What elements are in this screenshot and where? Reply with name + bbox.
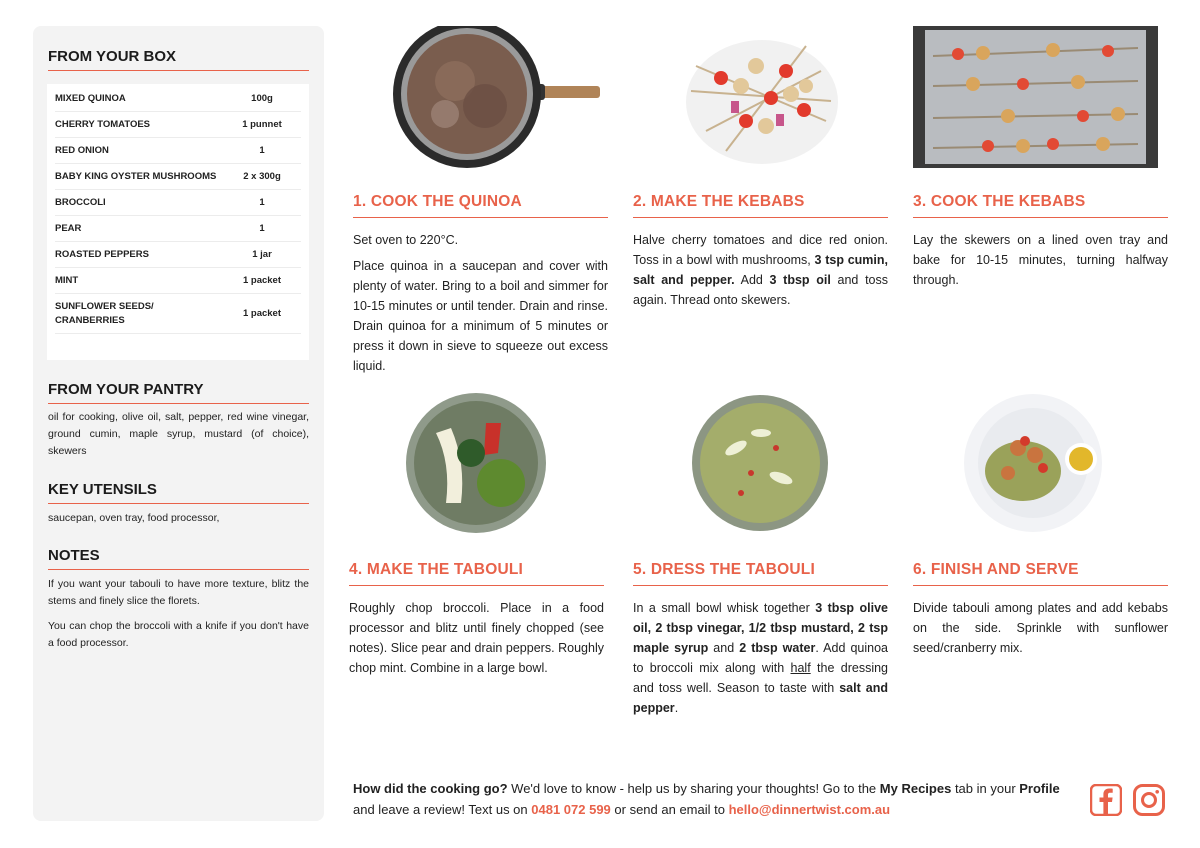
text-run: Profile — [1019, 781, 1060, 796]
step-title: 3. COOK THE KEBABS — [913, 193, 1168, 218]
text-run: In a small bowl whisk together — [633, 601, 816, 615]
finished-dish-photo — [963, 393, 1103, 533]
ingredient-name: RED ONION — [55, 144, 109, 156]
step-paragraph — [633, 230, 888, 310]
text-run: Add — [734, 273, 770, 287]
step-body — [353, 230, 608, 376]
step-3 — [913, 193, 1168, 296]
text-run: Roughly chop broccoli. Place in a food processor and blitz until finely chopped (see notes). Slice pear and drain peppers. Roughly chop mint. Combine in a large bowl. — [349, 601, 604, 675]
ingredient-row — [55, 216, 301, 242]
note-1: If you want your tabouli to have more texture, blitz the stems and finely slice the florets. — [48, 578, 309, 607]
text-run: Divide tabouli among plates and add kebabs on the side. Sprinkle with sunflower seed/cranberry mix. — [913, 601, 1168, 655]
quinoa-sieve-photo — [385, 26, 600, 168]
step-body — [633, 598, 888, 718]
pantry-list: oil for cooking, olive oil, salt, pepper, red wine vinegar, ground cumin, maple syrup, mustard (of choice), skewers — [48, 411, 309, 457]
from-your-pantry-heading: FROM YOUR PANTRY — [48, 381, 309, 404]
text-run: . Add quinoa to broccoli mix along with — [633, 641, 889, 675]
from-your-box-heading: FROM YOUR BOX — [48, 48, 309, 71]
text-run: tab in your — [951, 781, 1020, 796]
text-run: Set oven to 220°C. — [353, 233, 459, 247]
step-title: 6. FINISH AND SERVE — [913, 561, 1168, 586]
text-run: salt and pepper — [633, 681, 888, 715]
step-body — [913, 230, 1168, 290]
utensils-list: saucepan, oven tray, food processor, — [48, 512, 220, 524]
text-run: We'd love to know - help us by sharing your thoughts! Go to the — [507, 781, 880, 796]
utensils-text — [48, 510, 309, 535]
ingredient-qty: 1 punnet — [242, 119, 282, 130]
ingredient-name: PEAR — [55, 222, 82, 234]
ingredient-qty: 100g — [251, 93, 273, 104]
text-run: Place quinoa in a saucepan and cover with plenty of water. Bring to a boil and simmer for 10-15 minutes or until tender. Drain and rinse. Drain quinoa for a minimum of 5 minutes or press it down in sieve to squeeze out excess liquid. — [353, 259, 608, 373]
instagram-icon[interactable] — [1133, 784, 1167, 818]
text-run: 3 tbsp olive oil, 2 tbsp vinegar, 1/2 tbsp mustard, 2 tsp maple syrup — [633, 601, 888, 655]
ingredient-qty: 1 — [259, 223, 265, 234]
text-run: Lay the skewers on a lined oven tray and bake for 10-15 minutes, turning halfway through. — [913, 233, 1168, 287]
text-run: the dressing and toss well. Season to taste with — [633, 661, 888, 695]
baked-kebabs-photo — [913, 26, 1158, 168]
step-paragraph — [353, 230, 608, 250]
ingredient-row — [55, 268, 301, 294]
ingredient-row — [55, 190, 301, 216]
tabouli-ingredients-photo — [406, 393, 546, 533]
text-run: 3 tbsp oil — [769, 273, 831, 287]
step-title: 1. COOK THE QUINOA — [353, 193, 608, 218]
ingredient-row — [55, 294, 301, 334]
ingredient-qty: 1 packet — [242, 275, 282, 286]
step-5 — [633, 561, 888, 724]
text-run: 3 tsp cumin, salt and pepper. — [633, 253, 888, 287]
ingredient-row — [55, 242, 301, 268]
step-4 — [349, 561, 604, 684]
ingredient-name: ROASTED PEPPERS — [55, 248, 149, 260]
step-paragraph — [913, 230, 1168, 290]
step-paragraph — [353, 256, 608, 376]
raw-kebabs-photo — [676, 26, 848, 168]
text-run: or send an email to — [610, 802, 729, 817]
ingredient-row — [55, 86, 301, 112]
step-title: 4. MAKE THE TABOULI — [349, 561, 604, 586]
contact-link[interactable]: hello@dinnertwist.com.au — [728, 802, 891, 817]
step-title: 2. MAKE THE KEBABS — [633, 193, 888, 218]
key-utensils-heading: KEY UTENSILS — [48, 481, 309, 504]
ingredient-name: CHERRY TOMATOES — [55, 118, 151, 130]
ingredient-name: BABY KING OYSTER MUSHROOMS — [55, 170, 217, 182]
text-run: and leave a review! Text us on — [353, 802, 532, 817]
text-run: . — [674, 701, 679, 715]
text-run: and toss again. Thread onto skewers. — [633, 273, 888, 307]
text-run: and — [708, 641, 740, 655]
text-run: half — [790, 661, 811, 675]
step-body — [913, 598, 1168, 658]
step-paragraph — [633, 598, 888, 718]
text-run: How did the cooking go? — [353, 781, 508, 796]
dressed-tabouli-photo — [691, 393, 829, 533]
note-2: You can chop the broccoli with a knife if you don't have a food processor. — [48, 620, 309, 649]
step-2 — [633, 193, 888, 316]
notes-text — [48, 576, 309, 660]
step-1 — [353, 193, 608, 382]
contact-link[interactable]: 0481 072 599 — [531, 802, 611, 817]
notes-heading: NOTES — [48, 547, 309, 570]
pantry-text — [48, 409, 309, 468]
ingredient-qty: 1 — [259, 145, 265, 156]
box-ingredients-table — [47, 84, 309, 360]
facebook-icon[interactable] — [1090, 784, 1124, 818]
ingredient-qty: 1 packet — [242, 308, 282, 319]
step-title: 5. DRESS THE TABOULI — [633, 561, 888, 586]
step-paragraph — [913, 598, 1168, 658]
text-run: My Recipes — [879, 781, 952, 796]
ingredient-row — [55, 138, 301, 164]
ingredient-name: SUNFLOWER SEEDS/ CRANBERRIES — [55, 300, 154, 326]
step-body — [349, 598, 604, 678]
ingredient-qty: 1 — [259, 197, 265, 208]
ingredient-row — [55, 112, 301, 138]
step-paragraph — [349, 598, 604, 678]
step-body — [633, 230, 888, 310]
ingredient-name: MIXED QUINOA — [55, 92, 126, 104]
ingredient-name: BROCCOLI — [55, 196, 106, 208]
step-6 — [913, 561, 1168, 664]
ingredient-row — [55, 164, 301, 190]
ingredient-name: MINT — [55, 274, 79, 286]
ingredient-qty: 2 x 300g — [243, 171, 281, 182]
ingredient-qty: 1 jar — [252, 249, 272, 260]
text-run: Halve cherry tomatoes and dice red onion. Toss in a bowl with mushrooms, — [633, 233, 888, 267]
text-run: 2 tbsp water — [739, 641, 816, 655]
feedback-footer — [353, 778, 1078, 820]
ingredients-panel — [33, 26, 324, 821]
